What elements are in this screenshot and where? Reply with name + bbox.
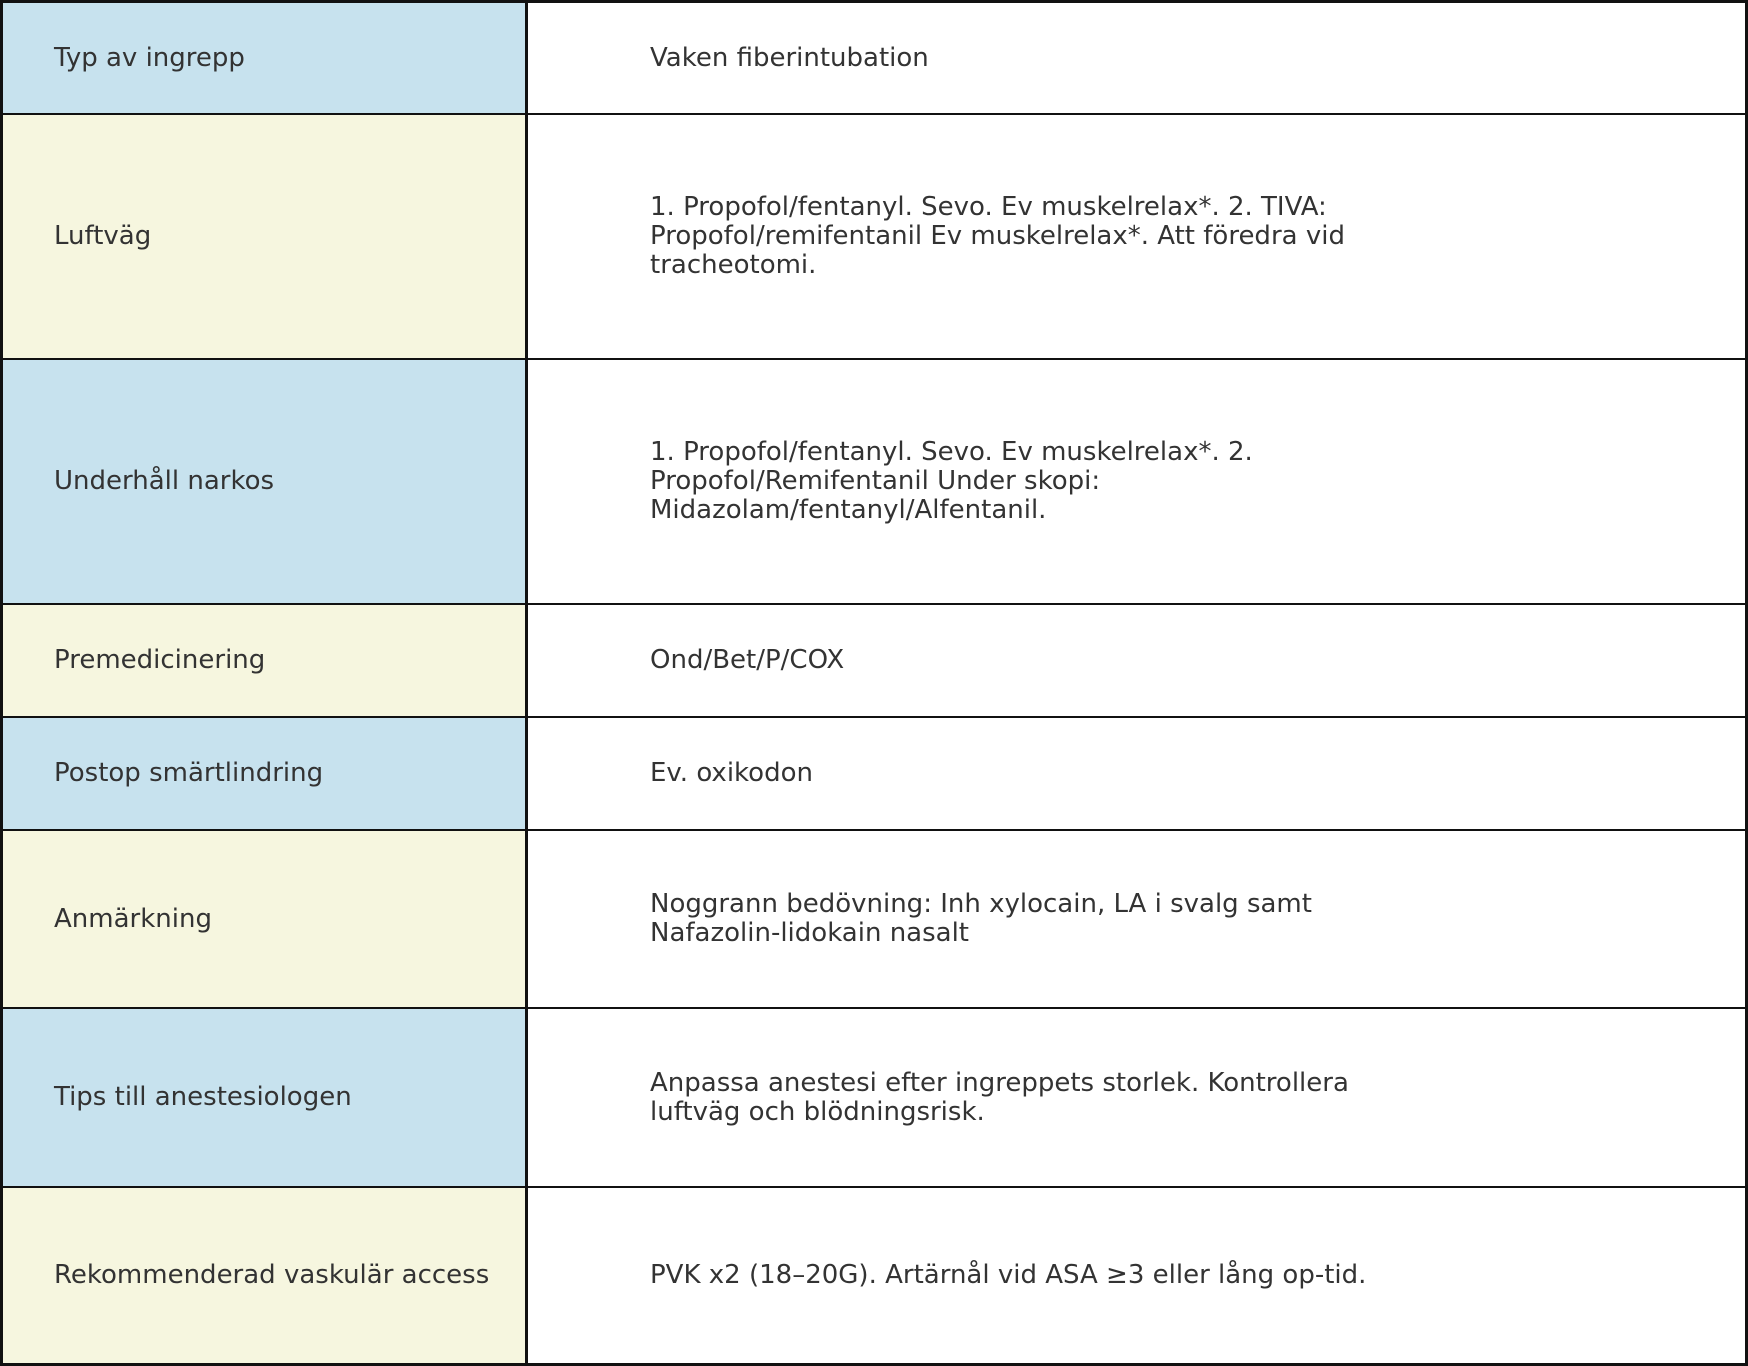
label-text: Rekommenderad vaskulär access	[54, 1260, 490, 1290]
row-value-procedure-type	[528, 3, 1745, 115]
row-label-procedure-type	[3, 3, 528, 115]
label-text: Postop smärtlindring	[54, 758, 324, 788]
value-text: Vaken fiberintubation	[650, 42, 929, 73]
value-text: 1. Propofol/fentanyl. Sevo. Ev muskelrelax*. 2. Propofol/Remifentanil Under skopi: Midazolam/fentanyl/Alfentanil.	[650, 437, 1253, 525]
row-value-premedication	[528, 605, 1745, 718]
row-label-remark	[3, 831, 528, 1009]
label-text: Luftväg	[54, 221, 152, 251]
row-value-airway	[528, 115, 1745, 360]
value-text: Ond/Bet/P/COX	[650, 645, 845, 675]
label-text: Underhåll narkos	[54, 466, 275, 496]
row-label-tips	[3, 1009, 528, 1188]
row-label-vascular-access	[3, 1188, 528, 1363]
value-text: PVK x2 (18–20G). Artärnål vid ASA ≥3 eller lång op-tid.	[650, 1260, 1367, 1290]
value-text: Anpassa anestesi efter ingreppets storlek. Kontrollera luftväg och blödningsrisk.	[650, 1067, 1349, 1127]
row-value-postop-pain	[528, 718, 1745, 831]
value-text: Ev. oxikodon	[650, 758, 813, 788]
label-text: Tips till anestesiologen	[54, 1082, 352, 1112]
row-value-remark	[528, 831, 1745, 1009]
row-value-vascular-access	[528, 1188, 1745, 1363]
label-text: Typ av ingrepp	[54, 42, 245, 73]
value-text: 1. Propofol/fentanyl. Sevo. Ev muskelrelax*. 2. TIVA: Propofol/remifentanil Ev muskelrelax*. Att föredra vid tracheotomi.	[650, 192, 1345, 280]
value-text: Noggrann bedövning: Inh xylocain, LA i svalg samt Nafazolin-lidokain nasalt	[650, 889, 1312, 948]
row-label-maintenance	[3, 360, 528, 605]
label-text: Premedicinering	[54, 645, 266, 675]
row-value-maintenance	[528, 360, 1745, 605]
label-text: Anmärkning	[54, 903, 212, 934]
row-value-tips	[528, 1009, 1745, 1188]
row-label-postop-pain	[3, 718, 528, 831]
row-label-premedication	[3, 605, 528, 718]
row-label-airway	[3, 115, 528, 360]
